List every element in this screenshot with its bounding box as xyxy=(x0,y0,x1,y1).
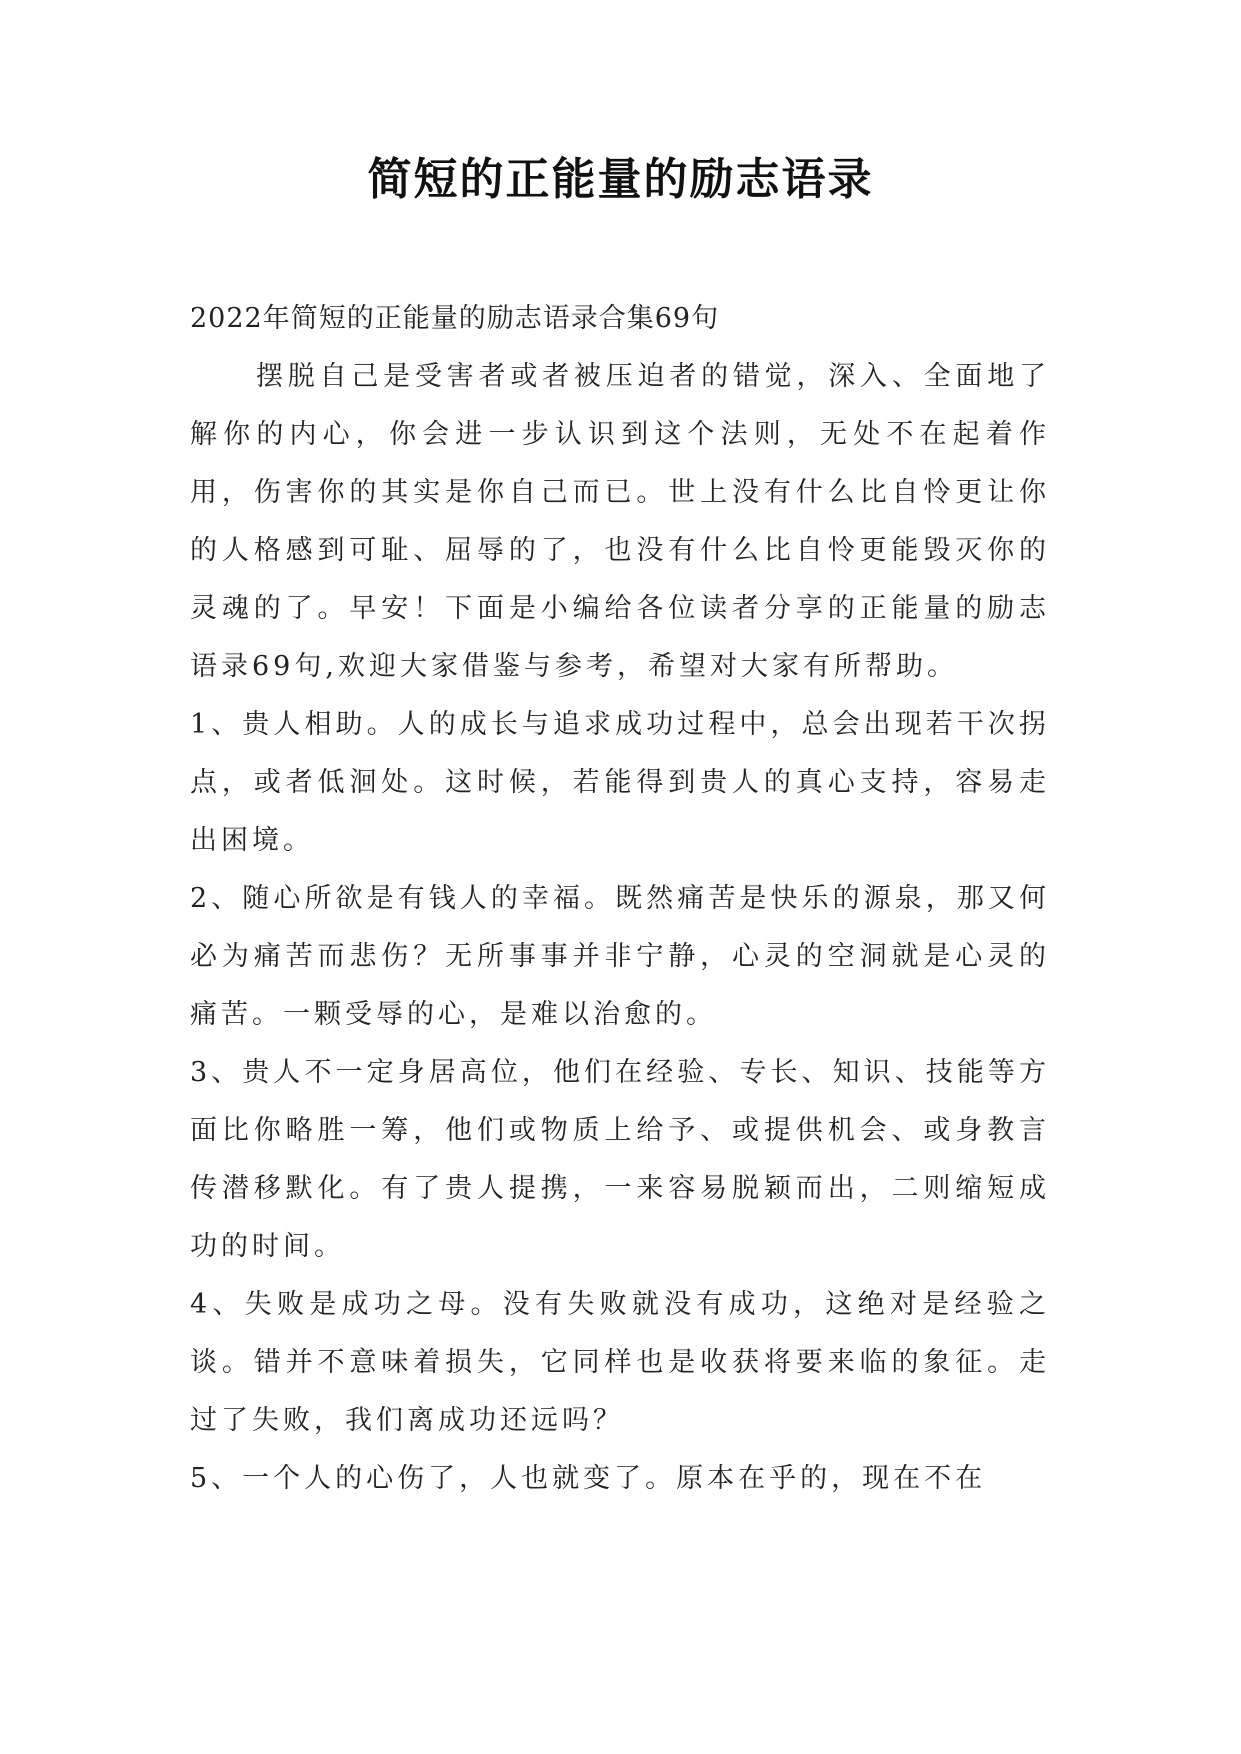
list-item: 3、贵人不一定身居高位，他们在经验、专长、知识、技能等方面比你略胜一筹，他们或物质上给予、或提供机会、或身教言传潜移默化。有了贵人提携，一来容易脱颖而出，二则缩短成功的时间。 xyxy=(190,1057,1050,1262)
document-title: 简短的正能量的励志语录 xyxy=(367,154,874,205)
list-item: 4、失败是成功之母。没有失败就没有成功，这绝对是经验之谈。错并不意味着损失，它同样也是收获将要来临的象征。走过了失败，我们离成功还远吗？ xyxy=(190,1289,1050,1436)
document-body xyxy=(190,290,1050,1508)
list-item: 2、随心所欲是有钱人的幸福。既然痛苦是快乐的源泉，那又何必为痛苦而悲伤？无所事事并非宁静，心灵的空洞就是心灵的痛苦。一颗受辱的心，是难以治愈的。 xyxy=(190,883,1050,1030)
document-subtitle: 2022年简短的正能量的励志语录合集69句 xyxy=(190,303,720,334)
list-item: 1、贵人相助。人的成长与追求成功过程中，总会出现若干次拐点，或者低洄处。这时候，若能得到贵人的真心支持，容易走出困境。 xyxy=(190,709,1050,856)
intro-paragraph: 摆脱自己是受害者或者被压迫者的错觉，深入、全面地了解你的内心，你会进一步认识到这个法则，无处不在起着作用，伤害你的其实是你自己而已。世上没有什么比自怜更让你的人格感到可耻、屈辱的了，也没有什么比自怜更能毁灭你的灵魂的了。早安！下面是小编给各位读者分享的正能量的励志语录69句,欢迎大家借鉴与参考，希望对大家有所帮助。 xyxy=(190,361,1050,682)
list-item: 5、一个人的心伤了，人也就变了。原本在乎的，现在不在 xyxy=(190,1463,987,1494)
